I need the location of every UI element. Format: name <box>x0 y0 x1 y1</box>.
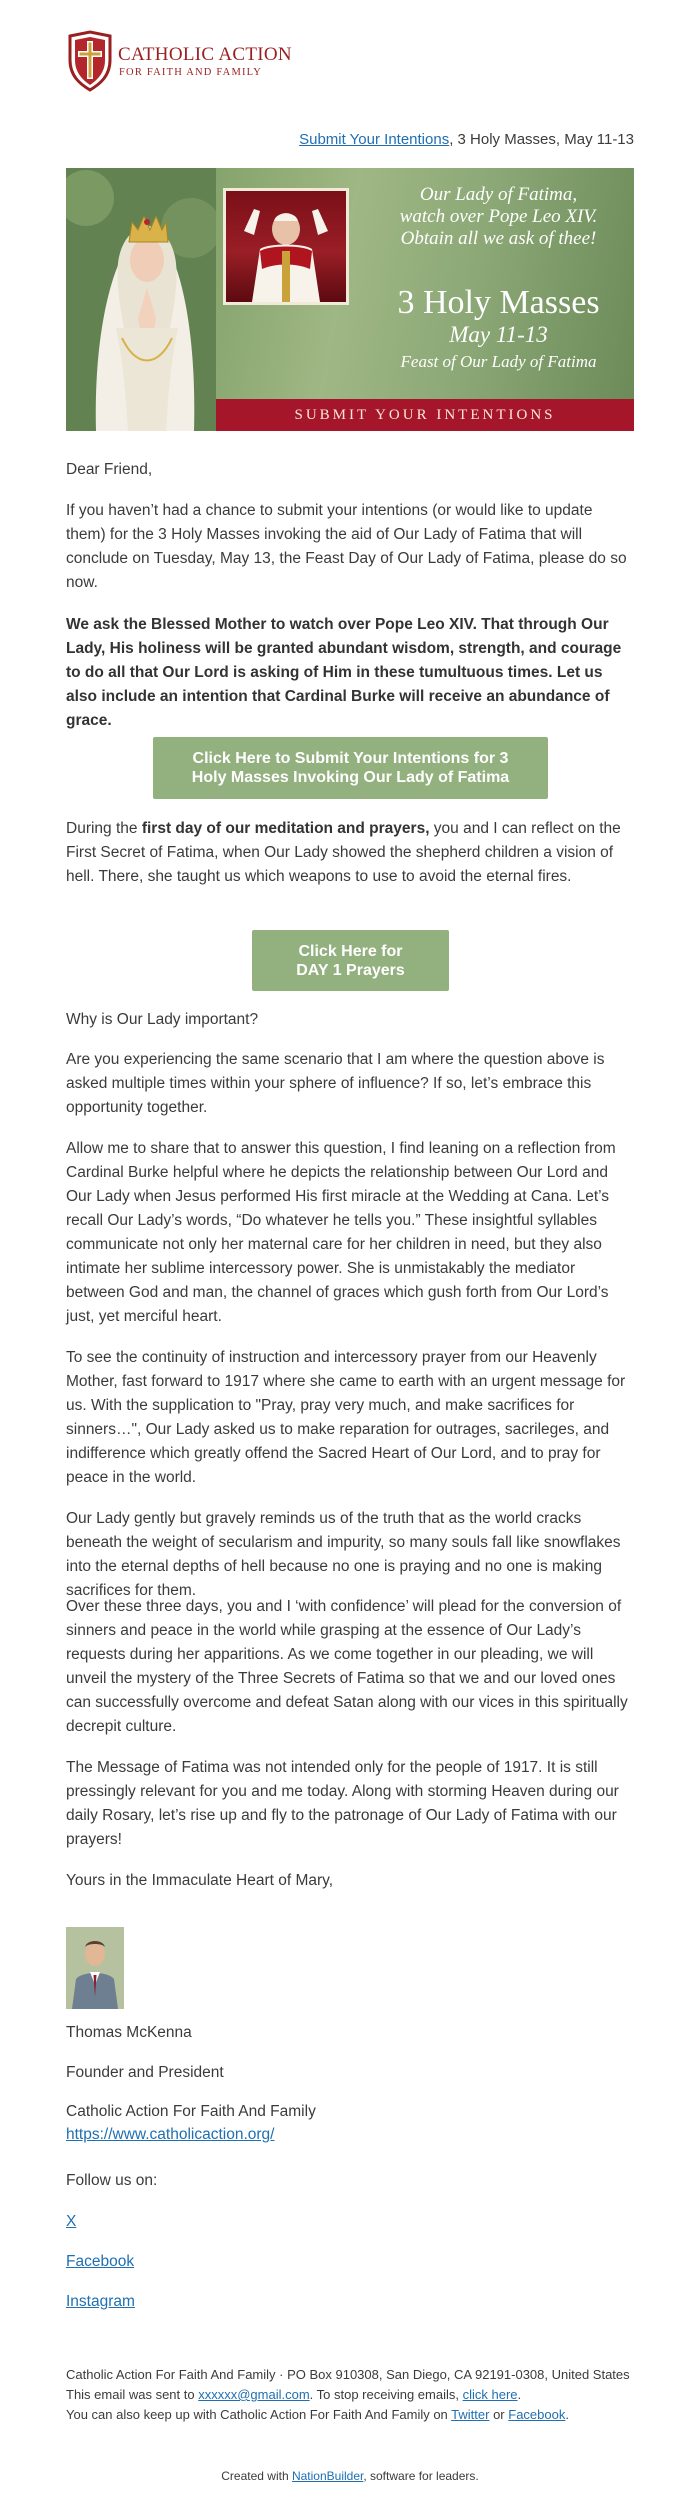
footer-sent-prefix: This email was sent to <box>66 2387 199 2402</box>
website-link[interactable]: https://www.catholicaction.org/ <box>66 2126 275 2143</box>
signature-url-line <box>66 2123 634 2147</box>
instagram-link-line <box>66 2290 634 2314</box>
day-1-prayers-button-line-1: Click Here for <box>298 943 403 960</box>
hero-dates: May 11-13 <box>449 322 548 347</box>
paragraph-message: The Message of Fatima was not intended only for the people of 1917. It is still pressingly relevant for you and me today. Along with storming Heaven during our daily Rosary, let’s rise up and fly to the patronage of Our Lady of Fatima with our prayers! <box>66 1759 619 1848</box>
our-lady-statue-image <box>66 168 216 431</box>
paragraph-1917: To see the continuity of instruction and intercessory prayer from our Heavenly Mother, fast forward to 1917 where she came to earth with an urgent message for us. With the supplication to "Pray, pray very much, and make sacrifices for sinners…", Our Lady asked us to make reparation for outrages, sacrileges, and indifference which greatly offend the Sacred Heart of Our Lord, and to pray for peace in the world. <box>66 1349 626 1486</box>
footer-facebook-link[interactable]: Facebook <box>508 2407 566 2422</box>
footer-sent-line <box>66 2385 634 2405</box>
paragraph-intentions: If you haven’t had a chance to submit your intentions (or would like to update them) for the 3 Holy Masses invoking the aid of Our Lady of Fatima that will conclude on Tuesday, May 13, the Feast Day of Our Lady of Fatima, please do so now. <box>66 502 627 591</box>
paragraph-question: Why is Our Lady important? <box>66 1011 259 1028</box>
greeting: Dear Friend, <box>66 461 153 478</box>
footer-or: or <box>489 2407 509 2422</box>
paragraph-cana: Allow me to share that to answer this question, I find leaning on a reflection from Cardinal Burke helpful where he depicts the relationship between Our Lord and Our Lady when Jesus performed His first miracle at the Wedding at Cana. Let’s recall Our Lady’s words, “Do whatever he tells you.” These insightful syllables communicate not only her maternal care for her children in need, but they also intimate her sublime intercessory power. She is unmistakably the mediator between God and man, the channel of graces which gush forth from Our Lord’s just, yet merciful heart. <box>66 1140 616 1325</box>
paragraph-scenario: Are you experiencing the same scenario that I am where the question above is asked multiple times within your sphere of influence? If so, let’s embrace this opportunity together. <box>66 1051 605 1116</box>
footer-keep-up-line <box>66 2405 634 2425</box>
signature-name: Thomas McKenna <box>66 2024 192 2041</box>
x-link[interactable]: X <box>66 2213 77 2230</box>
pope-photo <box>223 188 349 305</box>
x-link-line <box>66 2210 634 2234</box>
signature-photo <box>66 1927 124 2009</box>
follow-us-heading: Follow us on: <box>66 2172 158 2189</box>
footer-address: Catholic Action For Faith And Family · PO Box 910308, San Diego, CA 92191-0308, United States <box>66 2367 630 2382</box>
paragraph-three-days: Over these three days, you and I ‘with confidence’ will plead for the conversion of sinners and peace in the world while grasping at the essence of Our Lady’s requests during her apparitions. As we come together in our pleading, we will unveil the mystery of the Three Secrets of Fatima so that we and our loved ones can successfully overcome and defeat Satan along with our vices in this spiritually decrepit culture. <box>66 1598 628 1735</box>
paragraph-first-day <box>66 817 634 889</box>
logo[interactable] <box>66 30 292 96</box>
unsubscribe-link[interactable]: click here <box>462 2387 518 2402</box>
footer-stop-text: . To stop receiving emails, <box>309 2387 463 2402</box>
facebook-link[interactable]: Facebook <box>66 2253 135 2270</box>
hero-title: 3 Holy Masses <box>397 284 600 321</box>
hero-quote-line-2: watch over Pope Leo XIV. <box>399 206 598 227</box>
signature-title: Founder and President <box>66 2064 224 2081</box>
closing: Yours in the Immaculate Heart of Mary, <box>66 1872 334 1889</box>
hero-quote <box>366 184 631 250</box>
pope-figure-icon <box>226 191 346 302</box>
created-prefix: Created with <box>221 2469 292 2483</box>
paragraph-first-day-start: During the <box>66 820 142 837</box>
footer-period-1: . <box>517 2387 522 2402</box>
instagram-link[interactable]: Instagram <box>66 2293 135 2310</box>
facebook-link-line <box>66 2250 634 2274</box>
footer-period-2: . <box>565 2407 569 2422</box>
intro-line-rest: , 3 Holy Masses, May 11-13 <box>449 131 634 148</box>
intro-line <box>299 131 634 148</box>
hero-quote-line-3: Obtain all we ask of thee! <box>400 228 597 249</box>
hero-banner[interactable] <box>66 168 634 431</box>
day-1-prayers-button-line-2: DAY 1 Prayers <box>296 962 405 979</box>
logo-title: CATHOLIC ACTION <box>118 44 292 65</box>
submit-intentions-button-line-2: Holy Masses Invoking Our Lady of Fatima <box>191 769 510 786</box>
nationbuilder-link[interactable]: NationBuilder <box>291 2469 364 2483</box>
paragraph-pope-intention: We ask the Blessed Mother to watch over Pope Leo XIV. That through Our Lady, His holiness will be granted abundant wisdom, strength, and courage to do all that Our Lord is asking of Him in these tumultuous times. Let us also include an intention that Cardinal Burke will receive an abundance of grace. <box>66 616 622 729</box>
submit-intentions-button-line-1: Click Here to Submit Your Intentions for 3 <box>192 750 509 767</box>
hero-feast: Feast of Our Lady of Fatima <box>400 352 597 371</box>
paragraph-first-day-bold: first day of our meditation and prayers, <box>141 820 430 837</box>
signature-org: Catholic Action For Faith And Family <box>66 2103 316 2120</box>
footer-keep-up-text: You can also keep up with Catholic Action For Faith And Family on <box>66 2407 452 2422</box>
day-1-prayers-button[interactable] <box>252 930 449 991</box>
twitter-link[interactable]: Twitter <box>451 2407 490 2422</box>
shield-cross-icon <box>66 30 114 92</box>
created-suffix: , software for leaders. <box>363 2469 479 2483</box>
submit-intentions-link[interactable]: Submit Your Intentions <box>299 131 450 148</box>
logo-subtitle: FOR FAITH AND FAMILY <box>119 67 263 78</box>
paragraph-first-day-end: you and I can reflect on the First Secret of Fatima, when Our Lady showed the shepherd children a vision of hell. There, she taught us which weapons to use to avoid the eternal fires. <box>66 820 621 885</box>
footer <box>66 2365 634 2425</box>
paragraph-secularism: Our Lady gently but gravely reminds us of the truth that as the world cracks beneath the weight of secularism and impurity, so many souls fall like snowflakes into the eternal depths of hell because no one is praying and no one is making sacrifices for them. <box>66 1510 621 1599</box>
recipient-email-link[interactable]: xxxxxx@gmail.com <box>198 2387 310 2402</box>
submit-intentions-button[interactable] <box>153 737 548 799</box>
hero-quote-line-1: Our Lady of Fatima, <box>419 184 578 205</box>
man-portrait-icon <box>66 1927 124 2009</box>
hero-submit-bar[interactable]: SUBMIT YOUR INTENTIONS <box>216 399 634 431</box>
created-with-line <box>0 2469 700 2483</box>
